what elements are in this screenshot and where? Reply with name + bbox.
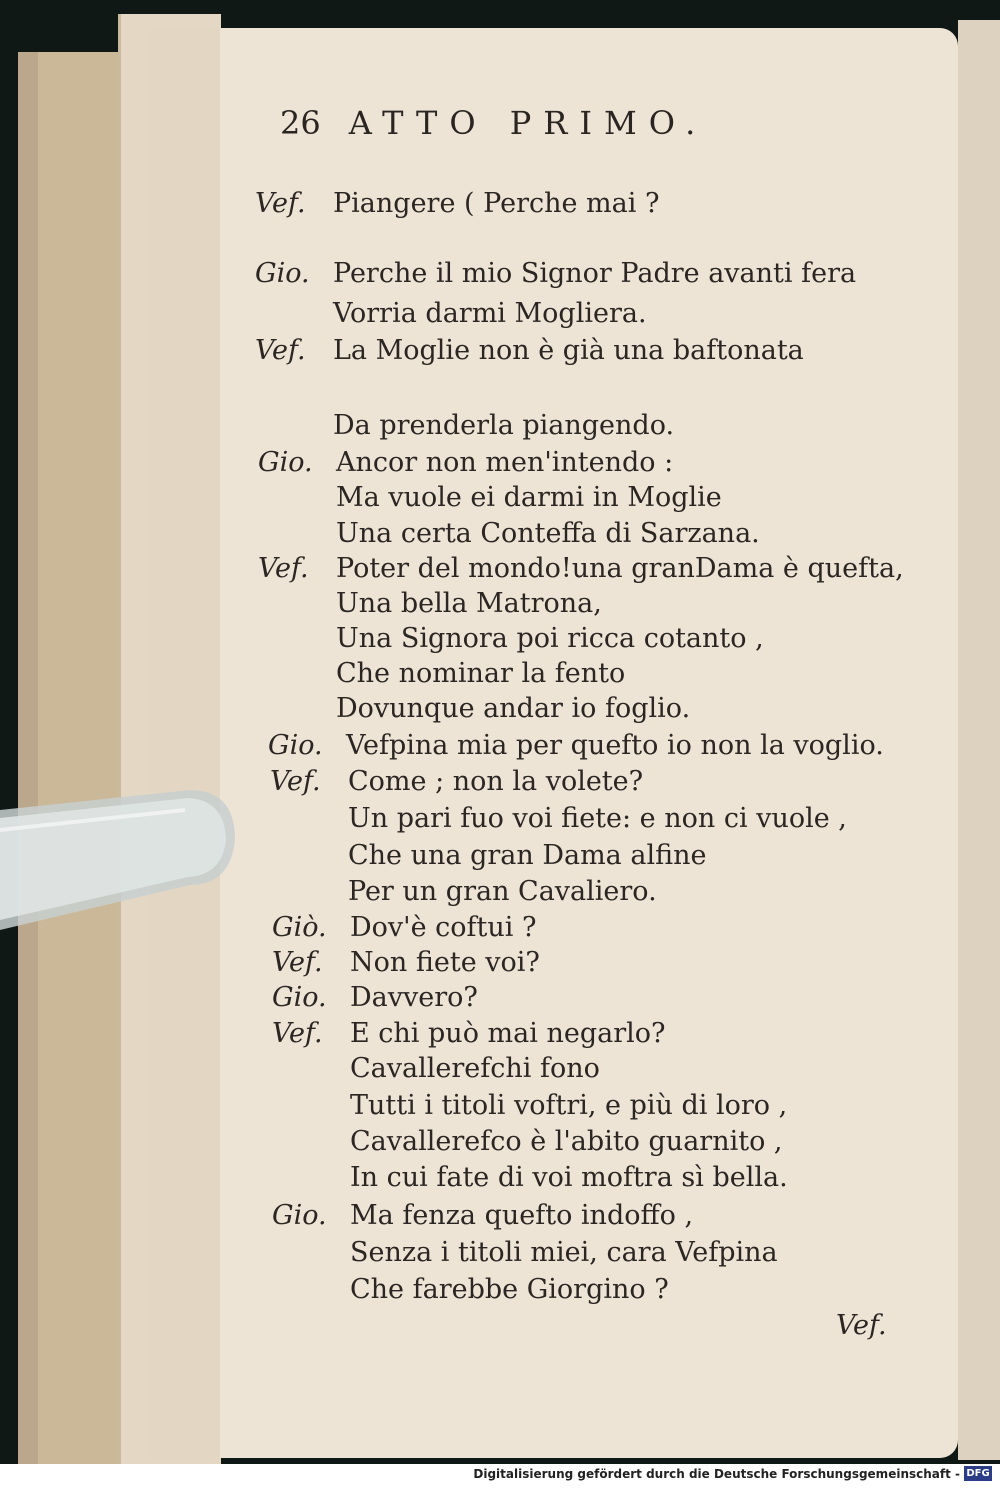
speaker-label: Gio. [272, 982, 327, 1013]
page-number: 26 [280, 104, 321, 142]
book-cover-inner [38, 52, 128, 1464]
verse-line [255, 410, 674, 441]
verse-line [272, 1274, 669, 1305]
verse-line [255, 188, 659, 219]
speaker-label: Gio. [272, 1200, 327, 1231]
verse-text: Cavallerefco è l'abito guarnito , [350, 1126, 783, 1157]
dfg-logo: DFG [964, 1466, 992, 1481]
speaker-label: Vef. [270, 766, 321, 797]
verse-line [272, 912, 536, 943]
page-holder-clip [0, 790, 235, 930]
verse-text: Poter del mondo!una granDama è quefta, [336, 553, 904, 584]
verse-line [272, 1018, 665, 1049]
verse-text: Che nominar la fento [336, 658, 626, 689]
running-title: ATTO PRIMO. [348, 104, 708, 142]
verse-text: Cavallerefchi fono [350, 1053, 600, 1084]
verse-text: Che una gran Dama alfine [348, 840, 707, 871]
verse-text: Davvero? [350, 982, 478, 1013]
verse-line [268, 730, 884, 761]
verse-text: In cui fate di voi moftra sì bella. [350, 1162, 788, 1193]
speaker-label: Giò. [272, 912, 327, 943]
verse-line [258, 553, 904, 584]
speaker-label: Gio. [255, 258, 310, 289]
verse-text: Per un gran Cavaliero. [348, 876, 657, 907]
verse-text: Non fiete voi? [350, 947, 540, 978]
verse-line [255, 258, 856, 289]
verse-text: Una Signora poi ricca cotanto , [336, 623, 764, 654]
verse-text: Ma vuole ei darmi in Moglie [336, 482, 722, 513]
digitization-credit: Digitalisierung gefördert durch die Deutsche Forschungsgemeinschaft - [473, 1467, 960, 1481]
verse-line [270, 840, 706, 871]
speaker-label: Vef. [255, 335, 306, 366]
catchword: Vef. [836, 1310, 887, 1341]
verse-text: Una bella Matrona, [336, 588, 602, 619]
verse-line [255, 298, 647, 329]
speaker-label: Gio. [258, 447, 313, 478]
verse-text: Come ; non la volete? [348, 766, 644, 797]
verse-text: E chi può mai negarlo? [350, 1018, 666, 1049]
verse-line [272, 947, 540, 978]
verse-text: Ma fenza quefto indoffo , [350, 1200, 694, 1231]
page-gutter-shade [150, 28, 220, 1458]
verse-line [272, 1200, 693, 1231]
speaker-label: Vef. [255, 188, 306, 219]
verse-text: Senza i titoli miei, cara Vefpina [350, 1237, 778, 1268]
verse-line [272, 1090, 787, 1121]
verse-text: Vorria darmi Mogliera. [333, 298, 647, 329]
verse-text: Vefpina mia per quefto io non la voglio. [346, 730, 884, 761]
verse-text: Piangere ( Perche mai ? [333, 188, 660, 219]
verse-text: Un pari fuo voi fiete: e non ci vuole , [348, 803, 847, 834]
verse-text: Da prenderla piangendo. [333, 410, 675, 441]
verse-text: Dovunque andar io foglio. [336, 693, 691, 724]
verse-text: Tutti i titoli voftri, e più di loro , [350, 1090, 788, 1121]
speaker-label: Vef. [258, 553, 309, 584]
verse-line [272, 1053, 600, 1084]
verse-line [258, 518, 760, 549]
verse-text: Dov'è coftui ? [350, 912, 537, 943]
verse-text: Ancor non men'intendo : [336, 447, 674, 478]
verse-line [258, 447, 673, 478]
verse-line [270, 876, 657, 907]
verse-line [270, 803, 847, 834]
verse-line [255, 335, 804, 366]
verse-line [258, 588, 602, 619]
verse-text: Una certa Conteffa di Sarzana. [336, 518, 760, 549]
verse-line [272, 1162, 788, 1193]
verse-text: La Moglie non è già una baftonata [333, 335, 804, 366]
verse-line [272, 1237, 778, 1268]
verse-line [272, 982, 478, 1013]
verse-text: Perche il mio Signor Padre avanti fera [333, 258, 857, 289]
speaker-label: Vef. [272, 947, 323, 978]
running-header [280, 104, 780, 142]
verse-text: Che farebbe Giorgino ? [350, 1274, 669, 1305]
verse-line [272, 1126, 783, 1157]
verse-line [270, 766, 643, 797]
verse-line [258, 693, 690, 724]
facing-page-edge [958, 20, 1000, 1460]
verse-line [258, 658, 625, 689]
speaker-label: Gio. [268, 730, 323, 761]
verse-line [258, 482, 722, 513]
verse-line [258, 623, 764, 654]
speaker-label: Vef. [272, 1018, 323, 1049]
